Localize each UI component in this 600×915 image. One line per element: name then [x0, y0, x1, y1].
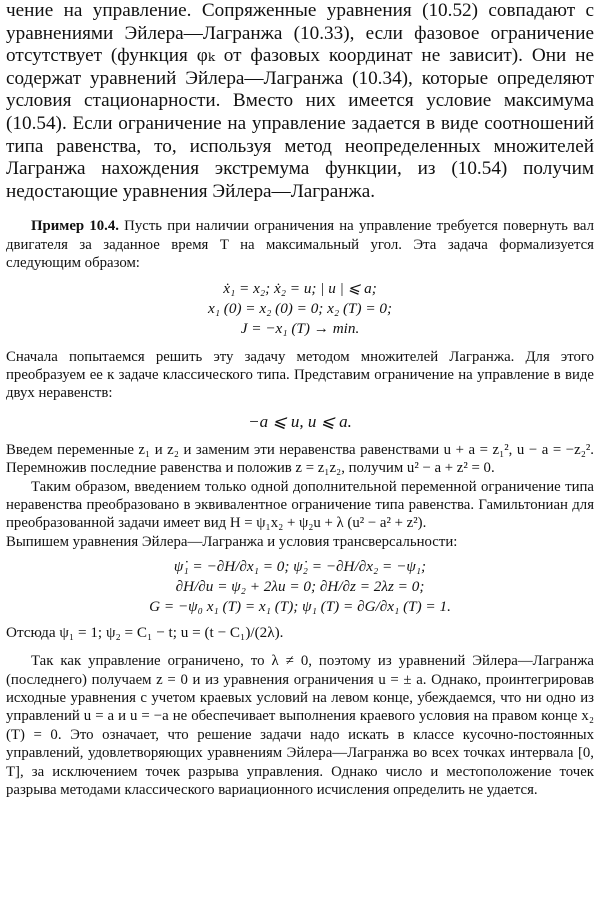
equation-boundary-conditions: x₁ (0) = x₂ (0) = 0; x₂ (T) = 0;	[207, 299, 393, 317]
paragraph-conclusion: Так как управление ограничено, то λ ≠ 0, поэтому из уравнений Эйлера—Лагранжа (последнего) получаем z = 0 и из уравнения ограничения u = ± a. Однако, проинтегрировав исходные уравнения с учетом краевых условий на левом конце, убеждаемся, что ни одно из управлений u = a и u = −a не обеспечивает выполнения краевого условия на правом конце x₂ (T) = 0. Это означает, что решение задачи надо искать в классе кусочно-постоянных управлений, удовлетворяющих уравнениям Эйлера—Лагранжа во всех точках интервала [0, T], за исключением точек разрыва управления. Однако число и местоположение точек разрыва методами классического вариационного исчисления определить не удается.	[6, 653, 594, 799]
equation-functional: J = −x₁ (T) → min.	[240, 319, 360, 337]
paragraph-example-statement	[6, 217, 594, 272]
example-text: Пусть при наличии ограничения на управление требуется повернуть вал двигателя за заданное время T на максимальный угол. Эта задача формализуется следующим образом:	[6, 218, 594, 272]
paragraph-lagrange-method: Сначала попытаемся решить эту задачу методом множителей Лагранжа. Для этого преобразуем ее к задаче классического типа. Представим ограничение на управление в виде двух неравенств:	[6, 348, 594, 402]
document-page	[6, 0, 594, 799]
paragraph-hamiltonian: Таким образом, введением только одной дополнительной переменной ограничение типа неравенства преобразовано в эквивалентное ограничение типа равенства. Гамильтониан для преобразованной задачи имеет вид H = ψ₁x₂ + ψ₂u + λ (u² − a² + z²).	[6, 478, 594, 532]
paragraph-intro: чение на управление. Сопряженные уравнения (10.52) совпадают с уравнениями Эйлера—Лагранжа (10.33), если фазовое ограничение отсутствует (функция φₖ от фазовых координат не зависит). Они не содержат уравнений Эйлера—Лагранжа (10.34), которые определяют условия стационарности. Вместо них имеется условие максимума (10.54). Если ограничение на управление задается в виде соотношений типа равенства, то, используя метод неопределенных множителей Лагранжа нахождения экстремума функции, из (10.54) получим недостающие уравнения Эйлера—Лагранжа.	[6, 0, 594, 202]
example-label: Пример 10.4.	[31, 218, 119, 235]
equation-dynamics: ẋ₁ = x₂; ẋ₂ = u; | u | ⩽ a;	[223, 279, 377, 297]
paragraph-new-variables: Введем переменные z₁ и z₂ и заменим эти неравенства равенствами u + a = z₁², u − a = −z₂². Перемножив последние равенства и положив z = z₁z₂, получим u² − a + z² = 0.	[6, 441, 594, 477]
equation-inequalities: −a ⩽ u, u ⩽ a.	[248, 411, 352, 431]
paragraph-euler-lagrange: Выпишем уравнения Эйлера—Лагранжа и условия трансверсальности:	[6, 533, 458, 550]
equation-solution: Отсюда ψ₁ = 1; ψ₂ = C₁ − t; u = (t − C₁)/(2λ).	[6, 624, 284, 642]
equation-costate: ψ̇₁ = −∂H/∂x₁ = 0; ψ̇₂ = −∂H/∂x₂ = −ψ₁;	[173, 558, 427, 576]
equation-stationarity: ∂H/∂u = ψ₂ + 2λu = 0; ∂H/∂z = 2λz = 0;	[175, 578, 425, 596]
equation-transversality: G = −ψ₀ x₁ (T) = x₁ (T); ψ₁ (T) = ∂G/∂x₁ (T) = 1.	[149, 598, 451, 616]
